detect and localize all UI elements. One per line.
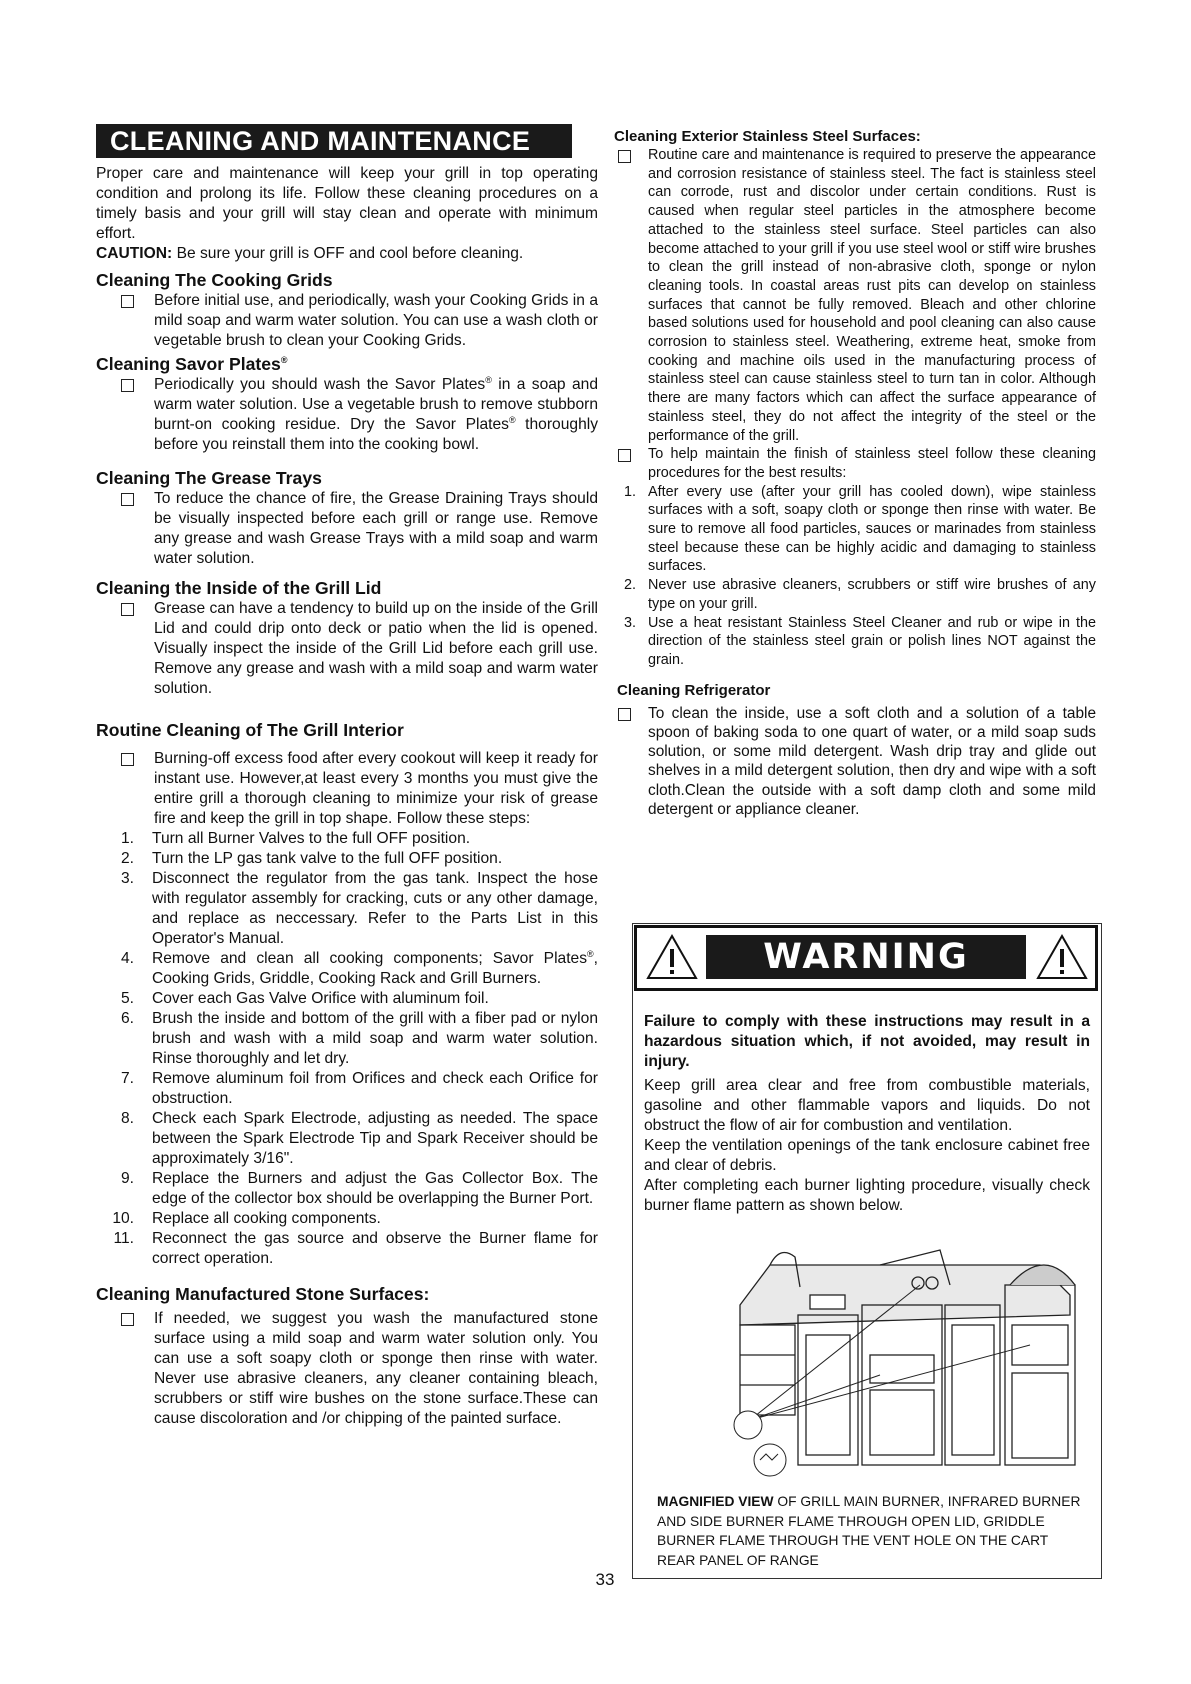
- checkbox-icon: [121, 753, 134, 766]
- checkbox-icon: [618, 150, 631, 163]
- step-number: 11.: [113, 1230, 134, 1247]
- cooking-grids-text: Before initial use, and periodically, wash your Cooking Grids in a mild soap and warm water solution. You can use a wash cloth or vegetable brush to clean your Cooking Grids.: [154, 292, 598, 349]
- step-number: 5.: [120, 990, 134, 1007]
- savor-text-b: in a soap and warm water solution. Use a vegetable brush to remove stubborn burnt-on cooking residue. Dry the Savor Plates: [154, 376, 598, 433]
- stone-surfaces-item: [96, 1309, 598, 1429]
- step-text: Brush the inside and bottom of the grill with a fiber pad or nylon brush and wash with a mild soap and warm water solution. Rinse thoroughly and let dry.: [152, 1010, 598, 1067]
- step-text: Check each Spark Electrode, adjusting as needed. The space between the Spark Electrode Tip and Spark Receiver should be approximately 3/16".: [152, 1110, 598, 1167]
- heading-savor-plates-text: Cleaning Savor Plates: [96, 354, 281, 374]
- stainless-step-item: [614, 614, 1096, 670]
- savor-plates-item: [96, 375, 598, 455]
- warning-paragraph-2: Keep the ventilation openings of the tank enclosure cabinet free and clear of debris.: [644, 1137, 1090, 1174]
- heading-routine-cleaning: Routine Cleaning of The Grill Interior: [96, 720, 404, 740]
- heading-grease-trays: Cleaning The Grease Trays: [96, 468, 322, 488]
- warning-paragraph-1: Keep grill area clear and free from combustible materials, gasoline and other flammable vapors and liquids. Do not obstruct the flow of air for combustion and ventilation.: [644, 1077, 1090, 1134]
- step-text: Remove aluminum foil from Orifices and check each Orifice for obstruction.: [152, 1070, 598, 1107]
- step-text-b: , Cooking Grids, Griddle, Cooking Rack and Grill Burners.: [152, 950, 598, 987]
- step-text: Turn all Burner Valves to the full OFF position.: [152, 830, 471, 847]
- illustration-caption: [657, 1492, 1081, 1570]
- registered-mark: ®: [280, 355, 288, 366]
- step-item: [96, 1009, 598, 1069]
- step-item: [96, 949, 598, 989]
- step-number: 9.: [120, 1170, 134, 1187]
- step-number: 1.: [120, 830, 134, 847]
- stainless-steps-list: [614, 483, 1096, 670]
- stainless-text-1: Routine care and maintenance is required to preserve the appearance and corrosion resistance of stainless steel. The fact is stainless steel can corrode, rust and discolor under certain conditions. Rust is caused when regular steel particles in the atmosphere become attached to the stainless steel surface. Steel particles can also become attached to your grill if you use steel wool or stiff wire brushes to clean the grill instead of non-abrasive cloth, sponge or nylon cleaning tools. In coastal areas rust pits can develop on stainless surfaces that cannot be fully removed. Bleach and other chlorine based solutions used for household and pool cleaning can also cause corrosion to stainless steel. Weathering, extreme heat, smoke from cooking and machine oils used in the manufacturing process of stainless steel can cause stainless steel to turn tan in color. Although there are many factors which can affect the surface appearance of stainless steel, they do not affect the integrity of the steel or the performance of the grill.: [648, 147, 1096, 444]
- step-text: [152, 949, 598, 989]
- stainless-step-text: Never use abrasive cleaners, scrubbers or stiff wire brushes of any type on your grill.: [648, 577, 1096, 612]
- stainless-item-1: [614, 146, 1096, 445]
- grill-lid-item: [96, 599, 598, 699]
- checkbox-icon: [121, 493, 134, 506]
- step-item: [96, 1209, 598, 1229]
- stainless-item-2: [614, 445, 1096, 482]
- warning-triangle-icon: [1036, 933, 1088, 981]
- section-title: CLEANING AND MAINTENANCE: [96, 124, 572, 158]
- step-item: [96, 1229, 598, 1269]
- step-text: Cover each Gas Valve Orifice with aluminum foil.: [152, 990, 489, 1007]
- step-text: Disconnect the regulator from the gas tank. Inspect the hose with regulator assembly for cracking, cuts or any other damage, and replace as neccessary. Refer to the Parts List in this Operator's Manual.: [152, 870, 598, 947]
- step-item: [96, 849, 598, 869]
- registered-mark: ®: [587, 948, 594, 959]
- stainless-step-item: [614, 483, 1096, 577]
- checkbox-icon: [618, 708, 631, 721]
- step-number: 4.: [120, 950, 134, 967]
- outdoor-kitchen-illustration: [730, 1245, 1090, 1485]
- warning-paragraph-3: After completing each burner lighting procedure, visually check burner flame pattern as shown below.: [644, 1177, 1090, 1214]
- steps-list: [96, 829, 598, 1269]
- warning-triangle-icon: [646, 933, 698, 981]
- stainless-step-number: 1.: [623, 483, 636, 500]
- routine-cleaning-text: Burning-off excess food after every cookout will keep it ready for instant use. However,at least every 3 months you must give the entire grill a thorough cleaning to minimize your risk of grease fire and keep the grill in top shape. Follow these steps:: [154, 750, 598, 827]
- intro-paragraph: Proper care and maintenance will keep your grill in top operating condition and prolong its life. Follow these cleaning procedures on a timely basis and your grill will stay clean and operate with minimum effort.: [96, 165, 598, 242]
- stainless-step-text: Use a heat resistant Stainless Steel Cleaner and rub or wipe in the direction of the stainless steel grain or polish lines NOT against the grain.: [648, 614, 1096, 668]
- step-item: [96, 869, 598, 949]
- checkbox-icon: [618, 449, 631, 462]
- heading-stone-surfaces: Cleaning Manufactured Stone Surfaces:: [96, 1284, 430, 1304]
- step-item: [96, 1069, 598, 1109]
- heading-refrigerator: Cleaning Refrigerator: [617, 681, 771, 699]
- caption-bold: MAGNIFIED VIEW: [657, 1494, 774, 1509]
- step-text: Replace the Burners and adjust the Gas Collector Box. The edge of the collector box should be overlapping the Burner Port.: [152, 1170, 598, 1207]
- step-item: [96, 989, 598, 1009]
- stainless-step-item: [614, 576, 1096, 613]
- step-item: [96, 1109, 598, 1169]
- step-number: 7.: [120, 1070, 134, 1087]
- checkbox-icon: [121, 295, 134, 308]
- caution-text: Be sure your grill is OFF and cool before cleaning.: [172, 245, 524, 262]
- savor-text-a: Periodically you should wash the Savor Plates: [154, 376, 486, 393]
- cooking-grids-item: [96, 291, 598, 351]
- savor-text-c: thoroughly before you reinstall them into the cooking bowl.: [154, 416, 599, 453]
- registered-mark: ®: [508, 414, 516, 425]
- caption-text: OF GRILL MAIN BURNER, INFRARED BURNER AND SIDE BURNER FLAME THROUGH OPEN LID, GRIDDLE BURNER FLAME THROUGH THE VENT HOLE ON THE CART REAR PANEL OF RANGE: [657, 1494, 1081, 1568]
- step-item: [96, 829, 598, 849]
- step-text: Turn the LP gas tank valve to the full OFF position.: [152, 850, 503, 867]
- registered-mark: ®: [485, 374, 492, 385]
- step-number: 2.: [120, 850, 134, 867]
- heading-grill-lid: Cleaning the Inside of the Grill Lid: [96, 578, 382, 598]
- grill-lid-text: Grease can have a tendency to build up on the inside of the Grill Lid and could drip onto deck or patio when the lid is opened. Visually inspect the inside of the Grill Lid before each grill use. Remove any grease and wash with a mild soap and warm water solution.: [154, 600, 598, 697]
- stainless-step-text: After every use (after your grill has cooled down), wipe stainless surfaces with a soft, soapy cloth or sponge then rinse with water. Be sure to remove all food particles, sauces or marinades from stainless steel because these can be highly acidic and damaging to stainless surfaces.: [648, 483, 1096, 575]
- stainless-step-number: 2.: [623, 577, 636, 594]
- step-number: 6.: [120, 1010, 134, 1027]
- grease-trays-item: [96, 489, 598, 569]
- warning-body: [644, 1012, 1090, 1216]
- stainless-text-2: To help maintain the finish of stainless steel follow these cleaning procedures for the best results:: [648, 446, 1096, 481]
- step-text: Reconnect the gas source and observe the Burner flame for correct operation.: [152, 1230, 598, 1267]
- warning-bold-text: Failure to comply with these instructions may result in a hazardous situation which, if not avoided, may result in injury.: [644, 1013, 1090, 1070]
- refrigerator-item: [614, 704, 1096, 819]
- checkbox-icon: [121, 379, 134, 392]
- caution-line: [96, 244, 598, 264]
- step-text: Replace all cooking components.: [152, 1210, 381, 1227]
- refrigerator-text: To clean the inside, use a soft cloth and a solution of a table spoon of baking soda to one quart of water, or a mild soap suds solution, or some mild detergent. Wash drip tray and glide out shelves in a mild detergent solution, then dry and wipe with a soft cloth.Clean the outside with a soft damp cloth and some mild detergent or appliance cleaner.: [648, 704, 1096, 818]
- checkbox-icon: [121, 603, 134, 616]
- stainless-step-number: 3.: [623, 614, 636, 631]
- step-item: [96, 1169, 598, 1209]
- heading-stainless-steel: Cleaning Exterior Stainless Steel Surfaces:: [614, 128, 921, 145]
- savor-plates-text: [154, 375, 598, 455]
- checkbox-icon: [121, 1313, 134, 1326]
- grease-trays-text: To reduce the chance of fire, the Grease Draining Trays should be visually inspected before each grill or range use. Remove any grease and wash Grease Trays with a mild soap and warm water solution.: [154, 490, 598, 567]
- heading-savor-plates: [96, 353, 598, 375]
- heading-cooking-grids: Cleaning The Cooking Grids: [96, 270, 333, 290]
- routine-cleaning-item: [96, 749, 598, 829]
- warning-title: WARNING: [706, 935, 1026, 979]
- step-text-a: Remove and clean all cooking components; Savor Plates: [152, 950, 588, 967]
- step-number: 3.: [120, 870, 134, 887]
- step-number: 10.: [112, 1210, 134, 1227]
- step-number: 8.: [120, 1110, 134, 1127]
- page-number: 33: [595, 1570, 615, 1589]
- caution-label: CAUTION:: [96, 245, 173, 262]
- stone-surfaces-text: If needed, we suggest you wash the manufactured stone surface using a mild soap and warm water solution only. You can use a soft soapy cloth or sponge then rinse with water. Never use abrasive cleaners, any cleaner containing bleach, scrubbers or stiff wire bushes on the stone surface.These can cause discoloration and /or chipping of the painted surface.: [154, 1310, 598, 1427]
